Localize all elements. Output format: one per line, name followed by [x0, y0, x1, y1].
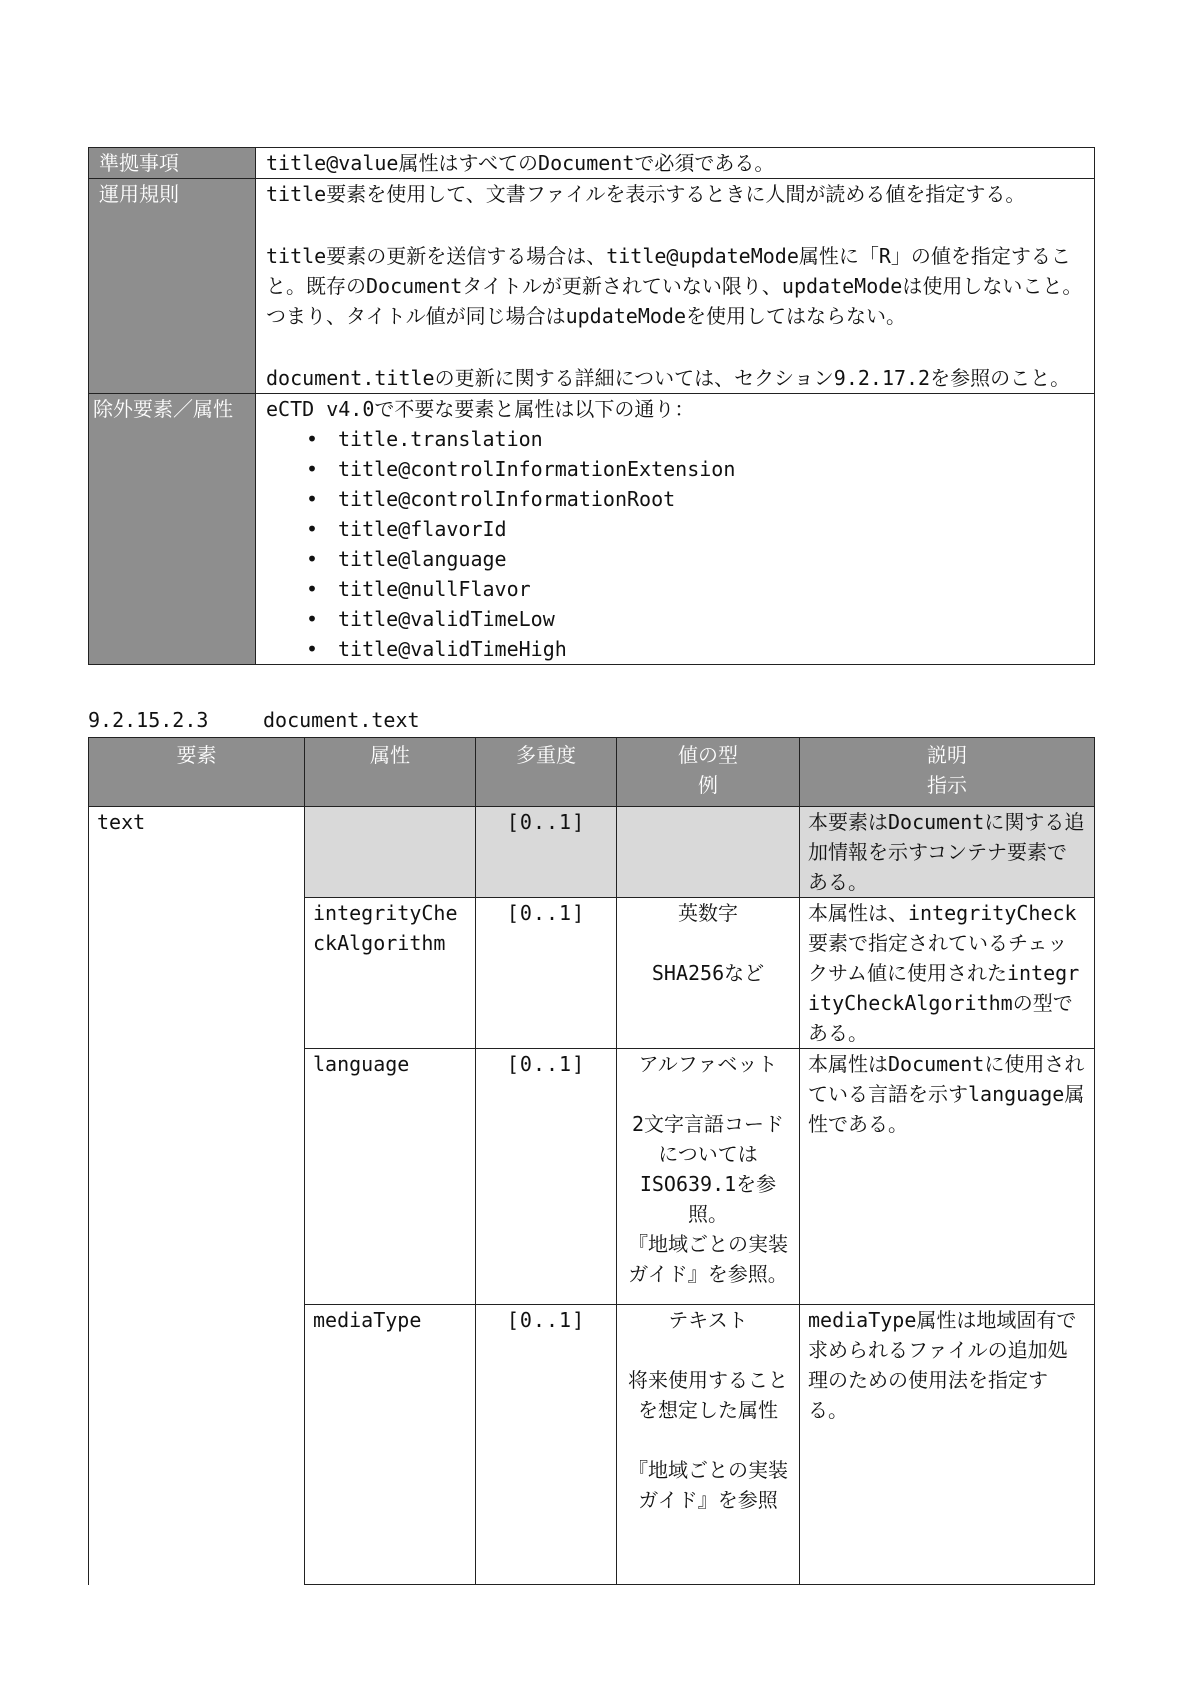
operation-paragraph-3: document.titleの更新に関する詳細については、セクション9.2.17.2を参照のこと。 — [266, 366, 1071, 390]
type-cell — [617, 1305, 800, 1585]
type-line — [625, 928, 791, 958]
attribute-cell: mediaType — [305, 1305, 476, 1585]
type-line: テキスト — [668, 1308, 748, 1332]
type-line: 将来使用することを想定した属性 — [628, 1368, 788, 1422]
type-line — [625, 1079, 791, 1109]
header-desc-line1: 説明 — [927, 743, 967, 767]
type-line — [625, 1425, 791, 1455]
list-item: • title@nullFlavor — [306, 574, 1084, 604]
list-item: • title@controlInformationExtension — [306, 454, 1084, 484]
rules-label-excluded: 除外要素／属性 — [89, 394, 256, 665]
header-multiplicity: 多重度 — [476, 738, 617, 807]
description-cell: 本要素はDocumentに関する追加情報を示すコンテナ要素である。 — [800, 807, 1095, 898]
multiplicity-cell: [0..1] — [476, 1305, 617, 1585]
rules-row-excluded — [89, 394, 1095, 665]
description-cell: mediaType属性は地域固有で求められるファイルの追加処理のための使用法を指定する。 — [800, 1305, 1095, 1585]
header-type-line1: 値の型 — [678, 743, 738, 767]
list-item: • title@validTimeHigh — [306, 634, 1084, 664]
rules-body-operation — [256, 179, 1095, 394]
section-title: document.text — [263, 708, 420, 732]
description-cell: 本属性は、integrityCheck要素で指定されているチェックサム値に使用されたintegrityCheckAlgorithmの型である。 — [800, 898, 1095, 1049]
section-heading — [88, 705, 420, 735]
rules-body-compliance — [256, 148, 1095, 179]
description-cell: 本属性はDocumentに使用されている言語を示すlanguage属性である。 — [800, 1049, 1095, 1305]
element-cell: text — [89, 807, 305, 1585]
header-type — [617, 738, 800, 807]
spec-table — [88, 737, 1095, 1585]
rules-label-compliance: 準拠事項 — [89, 148, 256, 179]
excluded-intro: eCTD v4.0で不要な要素と属性は以下の通り： — [266, 397, 695, 421]
list-item: • title@validTimeLow — [306, 604, 1084, 634]
spec-header-row — [89, 738, 1095, 807]
rules-table — [88, 147, 1095, 665]
table-row — [89, 807, 1095, 898]
type-cell — [617, 1049, 800, 1305]
type-line: 2文字言語コードについてはISO639.1を参照。 — [631, 1112, 785, 1226]
type-line: SHA256など — [651, 961, 765, 985]
rules-row-compliance — [89, 148, 1095, 179]
multiplicity-cell: [0..1] — [476, 898, 617, 1049]
header-description — [800, 738, 1095, 807]
list-item: • title.translation — [306, 424, 1084, 454]
header-type-line2: 例 — [698, 773, 718, 797]
type-cell — [617, 807, 800, 898]
operation-paragraph-2: title要素の更新を送信する場合は、title@updateMode属性に「R」の値を指定すること。既存のDocumentタイトルが更新されていない限り、updateModeは使用しないこと。つまり、タイトル値が同じ場合はupdateModeを使用してはならない。 — [266, 244, 1083, 328]
compliance-text: title@value属性はすべてのDocumentで必須である。 — [266, 151, 775, 175]
list-item: • title@language — [306, 544, 1084, 574]
operation-paragraph-1: title要素を使用して、文書ファイルを表示するときに人間が読める値を指定する。 — [266, 182, 1026, 206]
type-line: 英数字 — [678, 901, 738, 925]
rules-row-operation — [89, 179, 1095, 394]
attribute-cell — [305, 807, 476, 898]
type-cell — [617, 898, 800, 1049]
section-number: 9.2.15.2.3 — [88, 708, 209, 732]
rules-label-operation: 運用規則 — [89, 179, 256, 394]
header-attribute: 属性 — [305, 738, 476, 807]
type-line — [625, 1335, 791, 1365]
type-line: 『地域ごとの実装ガイド』を参照。 — [628, 1232, 788, 1286]
header-desc-line2: 指示 — [927, 773, 967, 797]
excluded-list — [266, 424, 1084, 664]
list-item: • title@flavorId — [306, 514, 1084, 544]
attribute-cell: integrityCheckAlgorithm — [305, 898, 476, 1049]
attribute-cell: language — [305, 1049, 476, 1305]
type-line: 『地域ごとの実装ガイド』を参照 — [628, 1458, 788, 1512]
type-line: アルファベット — [638, 1052, 778, 1076]
multiplicity-cell: [0..1] — [476, 1049, 617, 1305]
list-item: • title@controlInformationRoot — [306, 484, 1084, 514]
header-element: 要素 — [89, 738, 305, 807]
multiplicity-cell: [0..1] — [476, 807, 617, 898]
rules-body-excluded — [256, 394, 1095, 665]
